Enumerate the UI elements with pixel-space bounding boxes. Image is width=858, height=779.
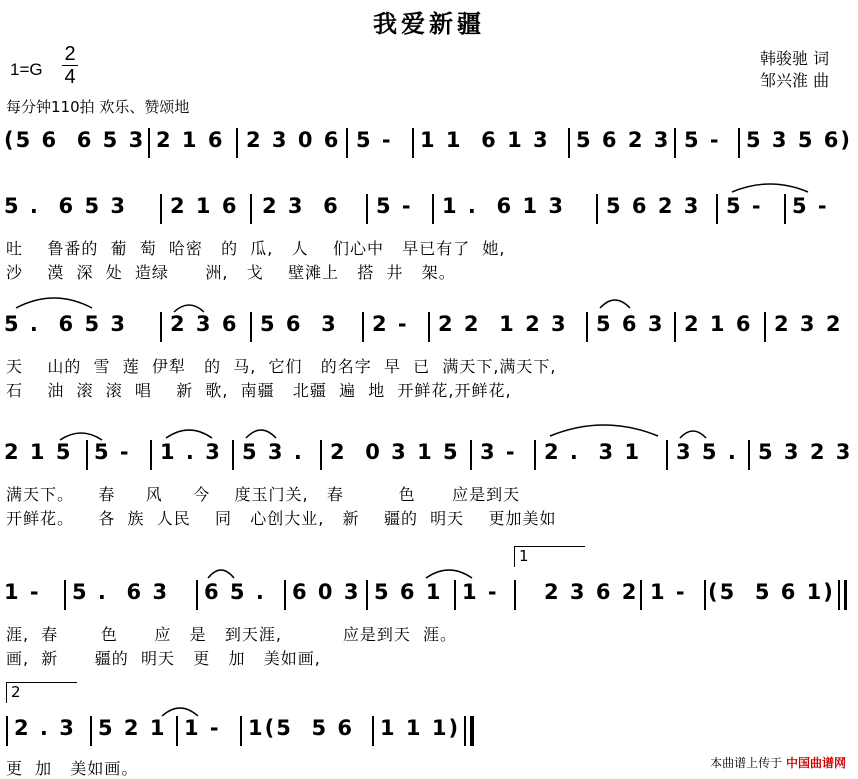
source-footer: [710, 754, 846, 771]
measure: 5 6 3: [260, 312, 338, 336]
lyric-line-3b: 石 油 滚 滚 唱 新 歌, 南疆 北疆 遍 地 开鲜花,开鲜花,: [6, 381, 512, 400]
lyric-line-2b: 沙 漠 深 处 造绿 洲, 戈 壁滩上 搭 井 架。: [6, 263, 456, 282]
barline: [372, 716, 374, 746]
key-signature: 1=G: [10, 60, 43, 79]
slur-mark: [14, 294, 94, 310]
lyric-line-3a: 天 山的 雪 莲 伊犁 的 马, 它们 的名字 早 已 满天下,满天下,: [6, 357, 557, 376]
barline: [366, 194, 368, 224]
barline: [232, 440, 234, 470]
measure: 5 -: [792, 194, 829, 218]
barline: [514, 580, 516, 610]
measure: 2 1 5: [4, 440, 73, 464]
measure: 5 6 2 3: [606, 194, 701, 218]
measure: 1 1 6 1 3: [420, 128, 550, 152]
measure: 5 -: [684, 128, 721, 152]
barline: [568, 128, 570, 158]
repeat-barline-thick: [844, 580, 847, 610]
measure: 5 3 2 3: [758, 440, 853, 464]
barline: [454, 580, 456, 610]
time-top: 2: [64, 43, 76, 65]
barline: [250, 194, 252, 224]
tie-mark: [58, 430, 104, 442]
score-system-4: [0, 436, 858, 476]
barline: [6, 716, 8, 746]
measure: 1 1 1): [380, 716, 461, 740]
measure: 5 -: [356, 128, 393, 152]
barline: [240, 716, 242, 746]
measure: 2 3 6 2: [544, 580, 639, 604]
barline: [346, 128, 348, 158]
measure: 3 -: [480, 440, 517, 464]
score-system-2: [0, 190, 858, 230]
measure: 2 1 6: [170, 194, 239, 218]
measure: 2 -: [372, 312, 409, 336]
barline: [250, 312, 252, 342]
measure: 2 1 6: [156, 128, 225, 152]
barline: [640, 580, 642, 610]
barline: [90, 716, 92, 746]
barline: [596, 194, 598, 224]
first-ending-bracket: 1: [514, 546, 585, 567]
measure: 2 . 3: [14, 716, 76, 740]
time-signature: [62, 44, 78, 87]
measure: 2 3 2: [774, 312, 843, 336]
lyric-line-5b: 画, 新 疆的 明天 更 加 美如画,: [6, 649, 321, 668]
measure: 3 5 .: [676, 440, 738, 464]
slur-mark: [244, 426, 278, 440]
measure: 2 3 0 6: [246, 128, 341, 152]
score-system-3: [0, 308, 858, 348]
slur-mark: [598, 296, 632, 310]
tie-mark: [424, 566, 474, 580]
measure: 5 6 1: [374, 580, 443, 604]
tempo-marking: 每分钟110拍 欢乐、赞颂地: [6, 98, 190, 116]
measure: 5 . 6 5 3: [4, 194, 127, 218]
barline: [674, 128, 676, 158]
measure: 2 2 1 2 3: [438, 312, 568, 336]
measure: 5 6 2 3: [576, 128, 671, 152]
measure: (5 6 6 5 3: [4, 128, 146, 152]
lyric-line-5a: 涯, 春 色 应 是 到天涯, 应是到天 涯。: [6, 625, 458, 644]
slur-mark: [678, 428, 708, 440]
lyric-line-4b: 开鲜花。 各 族 人民 同 心创大业, 新 疆的 明天 更加美如: [6, 509, 557, 528]
measure: 5 -: [726, 194, 763, 218]
lyric-line-6: 更 加 美如画。: [6, 759, 139, 778]
final-barline-thick: [470, 716, 474, 746]
barline: [704, 580, 706, 610]
barline: [284, 580, 286, 610]
barline: [534, 440, 536, 470]
measure: 2 0 3 1 5: [330, 440, 460, 464]
measure: 6 5 .: [204, 580, 266, 604]
measure: 1 -: [462, 580, 499, 604]
barline: [412, 128, 414, 158]
barline: [148, 128, 150, 158]
barline: [716, 194, 718, 224]
measure: 1 -: [4, 580, 41, 604]
barline: [150, 440, 152, 470]
measure: 1(5 5 6: [248, 716, 354, 740]
slur-mark: [164, 426, 214, 440]
barline: [366, 580, 368, 610]
time-bottom: 4: [64, 66, 76, 88]
score-system-5: [0, 576, 858, 616]
measure: 2 3 6: [170, 312, 239, 336]
song-title: 我爱新疆: [373, 10, 485, 38]
barline: [160, 312, 162, 342]
slur-mark: [548, 422, 660, 438]
barline: [738, 128, 740, 158]
final-barline: [464, 716, 466, 746]
barline: [160, 194, 162, 224]
score-system-6: [0, 712, 858, 752]
barline: [784, 194, 786, 224]
barline: [320, 440, 322, 470]
measure: 2 . 3 1: [544, 440, 642, 464]
barline: [470, 440, 472, 470]
measure: 5 -: [94, 440, 131, 464]
measure: 1 . 6 1 3: [442, 194, 565, 218]
barline: [362, 312, 364, 342]
measure: 1 . 3: [160, 440, 222, 464]
score-system-1: [0, 124, 858, 164]
measure: 5 . 6 5 3: [4, 312, 127, 336]
barline: [64, 580, 66, 610]
footer-site-logo[interactable]: 中国曲谱网: [785, 756, 846, 770]
measure: 1 -: [184, 716, 221, 740]
measure: 5 2 1: [98, 716, 167, 740]
measure: (5 5 6 1): [708, 580, 835, 604]
barline: [586, 312, 588, 342]
measure: 5 . 6 3: [72, 580, 170, 604]
measure: 5 6 3: [596, 312, 665, 336]
slur-mark: [172, 302, 206, 314]
repeat-barline: [838, 580, 840, 610]
barline: [432, 194, 434, 224]
tie-mark: [730, 180, 810, 194]
barline: [196, 580, 198, 610]
tie-mark: [206, 566, 236, 580]
measure: 5 3 5 6): [746, 128, 852, 152]
barline: [236, 128, 238, 158]
barline: [176, 716, 178, 746]
barline: [86, 440, 88, 470]
measure: 2 3 6: [262, 194, 340, 218]
footer-prefix: 本曲谱上传于: [710, 756, 783, 770]
barline: [748, 440, 750, 470]
lyricist-credit: 韩骏驰 词: [760, 49, 830, 68]
measure: 2 1 6: [684, 312, 753, 336]
measure: 1 -: [650, 580, 687, 604]
barline: [666, 440, 668, 470]
second-ending-bracket: 2: [6, 682, 77, 703]
barline: [674, 312, 676, 342]
measure: 6 0 3: [292, 580, 361, 604]
lyric-line-2a: 吐 鲁番的 葡 萄 哈密 的 瓜, 人 们心中 早已有了 她,: [6, 239, 506, 258]
barline: [764, 312, 766, 342]
tie-mark: [160, 704, 200, 718]
measure: 5 3 .: [242, 440, 304, 464]
composer-credit: 邹兴淮 曲: [760, 71, 830, 90]
barline: [428, 312, 430, 342]
lyric-line-4a: 满天下。 春 风 今 度玉门关, 春 色 应是到天: [6, 485, 521, 504]
measure: 5 -: [376, 194, 413, 218]
